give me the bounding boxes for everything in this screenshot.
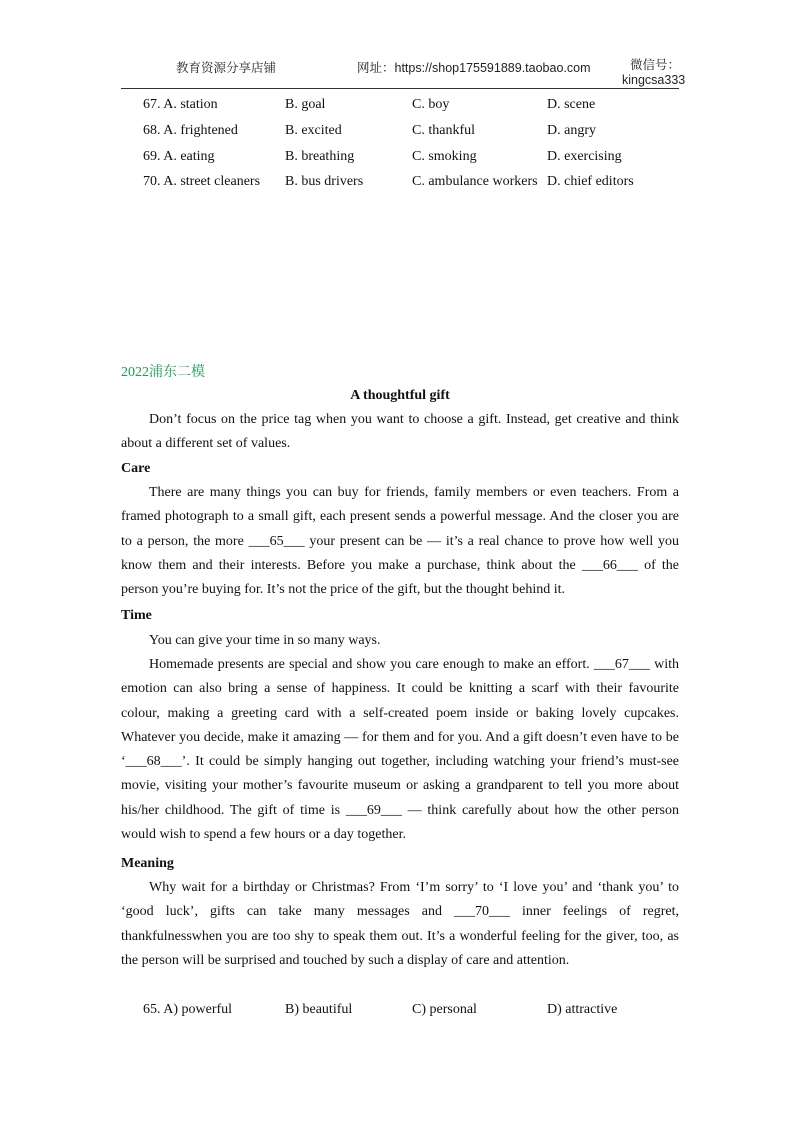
option-d: D. exercising (547, 149, 622, 164)
text-line: thankfulnesswhen you are too shy to speak them out. It’s a wonderful feeling for the giver, too, as (121, 928, 679, 944)
option-text: A. frightened (163, 123, 238, 138)
text-line: would wish to spend a few hours or a day together. (121, 827, 406, 843)
option-row-67 (0, 97, 800, 117)
text-line: his/her childhood. The gift of time is ___69___ — think carefully about how the other person (121, 802, 679, 818)
header-shop-name: 教育资源分享店铺 (176, 61, 277, 75)
section-heading-time: Time (121, 608, 152, 623)
intro-paragraph (121, 408, 679, 457)
text-line: ‘___68___’. It could be simply hanging out together, including watching your friend’s must-see (121, 754, 679, 770)
option-d: D. chief editors (547, 174, 634, 189)
header-wechat (622, 58, 685, 88)
text-line: framed photograph to a small gift, each present sends a powerful message. And the closer you are (121, 509, 679, 525)
header-url: 网址：https://shop175591889.taobao.com (357, 61, 591, 75)
option-text: A) powerful (163, 1002, 233, 1017)
header-wechat-id: kingcsa333 (622, 73, 686, 87)
text-line: You can give your time in so many ways. (149, 633, 381, 648)
option-d: D) attractive (547, 1002, 618, 1017)
option-a (143, 123, 238, 139)
option-row-68 (0, 123, 800, 143)
page-header (0, 56, 800, 86)
option-c: C) personal (412, 1002, 477, 1017)
option-b: B. breathing (285, 149, 355, 164)
option-d: D. scene (547, 97, 596, 112)
option-text: A. street cleaners (163, 174, 261, 189)
question-number: 68. (143, 123, 161, 138)
text-line: Whatever you decide, make it amazing — for them and for you. And a gift doesn’t even have to be (121, 729, 679, 745)
text-line: the person will be surprised and touched by such a display of care and attention. (121, 952, 570, 968)
text-line: movie, visiting your mother’s favourite museum or asking a grandparent to tell you more about (121, 778, 679, 794)
meaning-paragraph (121, 876, 679, 973)
text-line: to a person, the more ___65___ your present can be — it’s a real chance to prove how well you (121, 533, 679, 549)
option-b: B. goal (285, 97, 326, 112)
option-text: A. eating (163, 149, 215, 164)
option-b: B. excited (285, 123, 342, 138)
option-c: C. boy (412, 97, 450, 112)
question-number: 65. (143, 1002, 161, 1017)
source-label: 2022浦东二模 (121, 365, 205, 380)
text-line: colour, making a greeting card with a self-created poem inside or baking lovely cupcakes. (121, 705, 679, 721)
option-c: C. thankful (412, 123, 475, 138)
text-line: Why wait for a birthday or Christmas? From ‘I’m sorry’ to ‘I love you’ and ‘thank you’ to (149, 880, 679, 895)
option-a (143, 1002, 232, 1018)
header-divider (121, 88, 679, 89)
question-number: 70. (143, 174, 161, 189)
option-row-69 (0, 149, 800, 169)
option-d: D. angry (547, 123, 596, 138)
option-row-65 (0, 1002, 800, 1022)
text-line: emotion can also bring a sense of happiness. It could be knitting a scarf with their favourite (121, 681, 679, 697)
text-line: ‘good luck’, gifts can take many messages and ___70___ inner feelings of regret, (121, 904, 679, 920)
time-paragraph-2 (121, 653, 679, 847)
time-paragraph-1 (121, 629, 679, 653)
option-c: C. ambulance workers (412, 174, 538, 189)
text-line: person you’re buying for. It’s not the price of the gift, but the thought behind it. (121, 582, 566, 598)
text-line: Homemade presents are special and show you care enough to make an effort. ___67___ with (149, 657, 679, 672)
option-b: B. bus drivers (285, 174, 364, 189)
section-heading-meaning: Meaning (121, 856, 174, 871)
question-number: 69. (143, 149, 161, 164)
section-heading-care: Care (121, 461, 151, 476)
question-number: 67. (143, 97, 161, 112)
header-wechat-label: 微信号： (630, 58, 681, 72)
text-line: know them and their interests. Before you make a purchase, think about the ___66___ of the (121, 557, 679, 573)
option-row-70 (0, 174, 800, 194)
text-line: There are many things you can buy for friends, family members or even teachers. From a (149, 485, 679, 500)
option-a (143, 149, 215, 165)
option-c: C. smoking (412, 149, 477, 164)
passage-title: A thoughtful gift (350, 388, 450, 403)
text-line: Don’t focus on the price tag when you want to choose a gift. Instead, get creative and think (149, 412, 679, 427)
care-paragraph (121, 481, 679, 602)
option-b: B) beautiful (285, 1002, 353, 1017)
option-text: A. station (163, 97, 218, 112)
option-a (143, 97, 218, 113)
option-a (143, 174, 260, 190)
text-line: about a different set of values. (121, 436, 291, 452)
